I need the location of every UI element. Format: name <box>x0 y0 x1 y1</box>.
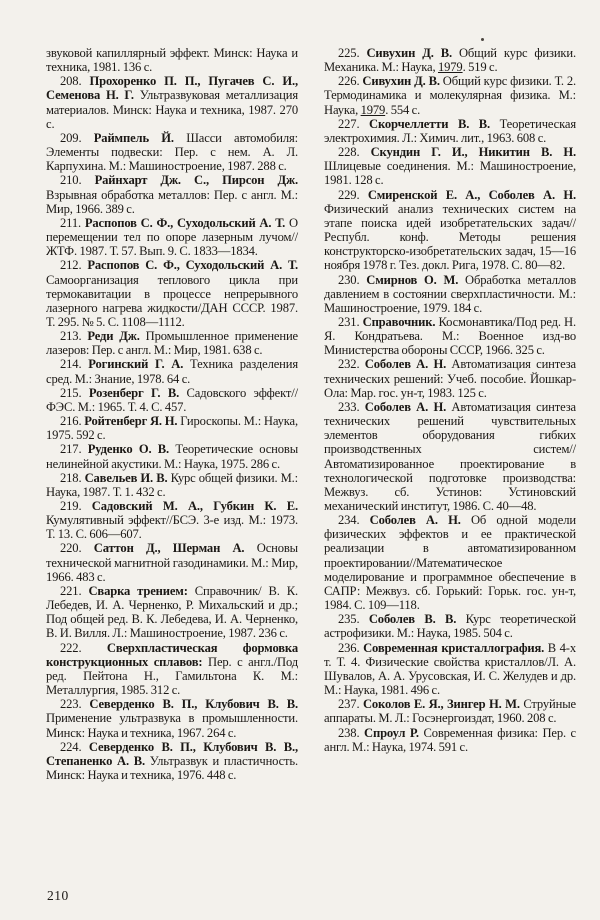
bib-entry-text: Применение ультразвука в промышленности. Минск: Наука и техника, 1967. 264 с. <box>46 711 298 740</box>
bib-entry-text: 238. <box>338 725 365 740</box>
bib-entry-text: Основы технической магнитной газодинамики. М.: Мир, 1966. 483 с. <box>46 541 298 584</box>
bib-entry-text: Автоматизация синтеза технических решений чувствительных элементов оборудования гибких производственных систем//Автоматизированное проектирование в технологической подготовке производства: Межвуз. сб. Устинов: Устиновский механический институт, 1986. С. 40—48. <box>324 399 576 513</box>
bib-entry-lead: Саттон Д., Шерман А. <box>93 541 245 556</box>
bib-entry-text: 237. <box>338 697 363 712</box>
bib-entry <box>324 188 576 273</box>
bib-entry <box>324 697 576 725</box>
bib-entry <box>46 216 298 258</box>
bib-entry-text: 218. <box>60 470 85 485</box>
bib-entry-text: 234. <box>338 513 370 528</box>
bib-entry <box>324 357 576 399</box>
bib-entry-lead: Справочник. <box>362 314 436 329</box>
bib-entry-text: Теоретическая электрохимия. Л.: Химич. лит., 1963. 608 с. <box>324 116 576 145</box>
scan-artifact-dot <box>481 38 484 41</box>
bib-entry-text: 208. <box>60 74 90 89</box>
bib-entry <box>46 471 298 499</box>
bibliography-columns <box>46 46 576 782</box>
bib-entry-underlined: 1979 <box>360 102 386 117</box>
bib-entry-text: Гироскопы. М.: Наука, 1975. 592 с. <box>46 414 298 443</box>
bib-entry <box>46 697 298 739</box>
bib-entry <box>324 46 576 74</box>
bib-entry <box>46 74 298 131</box>
bib-entry-text: 231. <box>338 314 363 329</box>
bib-entry-lead: Сивухин Д. В. <box>362 74 440 89</box>
bib-entry <box>324 612 576 640</box>
bib-entry-text: . 519 с. <box>462 60 498 75</box>
bib-entry-lead: Распопов С. Ф., Суходольский А. Т. <box>87 258 298 273</box>
bib-entry-text: Общий курс физики. Т. 2. Термодинамика и молекулярная физика. М.: Наука, <box>324 74 576 117</box>
right-column <box>324 46 576 782</box>
bib-entry-lead: Соболев В. В. <box>368 612 457 627</box>
bib-entry <box>46 173 298 215</box>
bib-entry <box>324 145 576 187</box>
bib-entry-text: 225. <box>338 46 367 60</box>
bib-entry <box>46 499 298 541</box>
bib-entry-text: 224. <box>60 739 89 754</box>
bib-entry-text: Физический анализ технических систем на этапе поиска идей изобретательских задач//Республ. конф. Методы решения конструкторско-изобретательских задач, 15—16 ноября 1978 г. Тез. докл. Рига, 1978. С. 80—82. <box>324 201 576 273</box>
bib-entry-text: 235. <box>338 612 369 627</box>
bib-entry-lead: Руденко О. В. <box>87 442 170 457</box>
bib-entry-lead: Сивухин Д. В. <box>366 46 452 60</box>
bib-entry-text: 209. <box>60 130 94 145</box>
bib-entry-text: Курс теоретической астрофизики. М.: Наука, 1985. 504 с. <box>324 612 576 641</box>
bib-entry-text: Современная физика: Пер. с англ. М.: Наука, 1974. 591 с. <box>324 725 576 754</box>
bib-entry-text: 221. <box>60 583 89 598</box>
bib-entry <box>46 740 298 782</box>
bib-entry-lead: Рогинский Г. А. <box>88 357 184 372</box>
bib-entry-text: 211. <box>60 215 85 230</box>
bib-entry-text: Самоорганизация теплового цикла при термокавитации в процессе непрерывного лазерного нагрева жидкости/ДАН СССР. 1987. Т. 295. № 5. С. 1108—1112. <box>46 272 298 329</box>
bib-entry-text: Шлицевые соединения. М.: Машиностроение, 1981. 128 с. <box>324 159 576 188</box>
bib-entry-text: О перемещении тел по опоре лазерным лучом//ЖТФ. 1987. Т. 57. Вып. 9. С. 1833—1834. <box>46 215 298 259</box>
bib-entry <box>324 641 576 698</box>
page-number: 210 <box>47 888 69 903</box>
bib-entry-text: 232. <box>338 357 365 372</box>
bib-entry-lead: Прохоренко П. П., Пугачев С. И., Семенова Н. Г. <box>46 74 298 103</box>
bib-entry-text: Струйные аппараты. М. Л.: Госэнергоиздат, 1960. 208 с. <box>324 697 576 726</box>
bib-entry-lead: Сверхпластическая формовка конструкционных сплавов: <box>46 640 298 669</box>
bib-entry-text: В 4-х т. Т. 4. Физические свойства кристаллов/Л. А. Шувалов, А. А. Урусовская, И. С. Желудев и др. М.: Наука, 1981. 496 с. <box>324 640 576 698</box>
bib-entry-text: Ультразвуковая металлизация материалов. Минск: Наука и техника, 1987. 270 с. <box>46 88 298 131</box>
bib-entry-lead: Скорчеллетти В. В. <box>369 116 491 131</box>
bib-entry-lead: Соболев А. Н. <box>364 357 447 372</box>
bib-entry-text: Садовского эффект//ФЭС. М.: 1965. Т. 4. С. 457. <box>46 385 298 414</box>
bib-entry-text: Общий курс физики. Механика. М.: Наука, <box>324 46 576 75</box>
bib-entry-text: . 554 с. <box>385 102 421 117</box>
bib-entry <box>46 258 298 329</box>
bib-entry-lead: Розенберг Г. В. <box>88 385 180 400</box>
bib-entry-lead: Спроул Р. <box>364 725 419 740</box>
bib-entry <box>324 74 576 116</box>
bib-entry-text: 214. <box>60 357 89 372</box>
bib-entry-lead: Соколов Е. Я., Зингер Н. М. <box>362 697 520 712</box>
bib-entry-text: 220. <box>60 541 94 556</box>
bib-entry-lead: Раймпель Й. <box>93 130 174 145</box>
bib-entry-lead: Райнхарт Дж. С., Пирсон Дж. <box>94 173 298 188</box>
bib-entry <box>324 400 576 513</box>
bib-entry-lead: Современная кристаллография. <box>363 640 545 655</box>
bib-entry-text: 228. <box>338 145 371 160</box>
bib-entry-lead: Северденко В. П., Клубович В. В., Степаненко А. В. <box>46 739 298 768</box>
bib-entry <box>324 273 576 315</box>
bib-entry-text: Курс общей физики. М.: Наука, 1987. Т. 1. 432 с. <box>46 470 298 499</box>
bib-entry-lead: Распопов С. Ф., Суходольский А. Т. <box>84 215 286 230</box>
bib-entry-text: звуковой капиллярный эффект. Минск: Наука и техника, 1981. 136 с. <box>46 46 298 75</box>
bib-entry-lead: Скундин Г. И., Никитин В. Н. <box>370 145 576 160</box>
bib-entry-text: 216. <box>60 414 85 429</box>
bib-entry-lead: Реди Дж. <box>87 329 140 344</box>
bib-entry-lead: Садовский М. А., Губкин К. Е. <box>91 499 298 513</box>
bib-entry-text: 219. <box>60 499 92 513</box>
bib-entry-text: Взрывная обработка металлов: Пер. с англ. М.: Мир, 1966. 389 с. <box>46 187 298 216</box>
bib-entry-text: Обработка металлов давлением в состоянии сверхпластичности. М.: Машиностроение, 1979. 184 с. <box>324 272 576 315</box>
bib-entry-text: Промышленное применение лазеров: Пер. с англ. М.: Мир, 1981. 638 с. <box>46 329 298 358</box>
bib-entry-text: Об одной модели физических эффектов и ее практической реализации в автоматизированном проектировании//Математическое моделирование и программное обеспечение в САПР: Межвуз. сб. Горький: Горьк. гос. ун-т, 1984. С. 109—118. <box>324 513 576 613</box>
bib-entry <box>46 357 298 385</box>
bib-entry-text: Кумулятивный эффект//БСЭ. 3-е изд. М.: 1973. Т. 13. С. 606—607. <box>46 513 298 542</box>
bib-entry-text: Космонавтика/Под ред. Н. Я. Кондратьева. М.: Военное изд-во Министерства обороны СССР, 1966. 325 с. <box>324 314 576 358</box>
bib-entry <box>46 641 298 698</box>
bib-entry-lead: Смирнов О. М. <box>366 272 459 287</box>
bib-entry <box>46 541 298 583</box>
bib-entry-text: 233. <box>338 399 365 414</box>
bib-entry-text: Шасси автомобиля: Элементы подвески: Пер. с нем. А. Л. Карпухина. М.: Машиностроение, 1987. 288 с. <box>46 130 298 174</box>
bib-entry-text: 215. <box>60 385 89 400</box>
bib-entry-lead: Савельев И. В. <box>84 470 168 485</box>
bib-entry-text: 210. <box>60 173 95 188</box>
bib-entry-text: Пер. с англ./Под ред. Пейтона Н., Гамильтона К. М.: Металлургия, 1985. 312 с. <box>46 654 298 698</box>
bib-entry <box>324 726 576 754</box>
bib-entry-continuation <box>46 46 298 74</box>
bib-entry-lead: Северденко В. П., Клубович В. В. <box>89 697 298 712</box>
bib-entry-lead: Ройтенберг Я. Н. <box>84 414 178 429</box>
bib-entry-lead: Смиренской Е. А., Соболев А. Н. <box>367 187 576 202</box>
bib-entry <box>324 315 576 357</box>
bib-entry-text: 212. <box>60 258 88 273</box>
bib-entry-text: 236. <box>338 640 364 655</box>
bib-entry-lead: Соболев А. Н. <box>364 399 447 414</box>
bib-entry-text: 213. <box>60 329 88 344</box>
bib-entry-text: 217. <box>60 442 88 457</box>
bib-entry <box>46 442 298 470</box>
bib-entry-text: 222. <box>60 640 107 655</box>
bib-entry-text: Справочник/ В. К. Лебедев, И. А. Черненко, Р. Михальский и др.; Под общей ред. В. К. Лебедева, И. А. Черненко, В. И. Вилля. Л.: Машиностроение, 1987. 236 с. <box>46 583 298 641</box>
bib-entry-text: 229. <box>338 187 368 202</box>
bib-entry <box>46 131 298 173</box>
bib-entry-text: 226. <box>338 74 363 89</box>
bib-entry-lead: Сварка трением: <box>88 583 188 598</box>
bib-entry <box>46 584 298 641</box>
left-column <box>46 46 298 782</box>
bib-entry <box>46 329 298 357</box>
bib-entry-text: 227. <box>338 116 369 131</box>
bib-entry <box>46 414 298 442</box>
bib-entry-text: Техника разделения сред. М.: Знание, 1978. 64 с. <box>46 357 298 386</box>
bib-entry-lead: Соболев А. Н. <box>369 513 461 528</box>
bib-entry-text: Ультразвук и пластичность. Минск: Наука и техника, 1976. 448 с. <box>46 753 299 782</box>
bib-entry-text: Автоматизация синтеза технических решений: Учеб. пособие. Йошкар-Ола: Мар. гос. ун-т, 1983. 125 с. <box>324 357 576 400</box>
bib-entry-text: Теоретические основы нелинейной акустики. М.: Наука, 1975. 286 с. <box>46 442 299 471</box>
bib-entry-text: 230. <box>338 272 367 287</box>
bib-entry <box>46 386 298 414</box>
bib-entry <box>324 117 576 145</box>
bib-entry-text: 223. <box>60 697 90 712</box>
bib-entry-underlined: 1979 <box>437 60 463 75</box>
bib-entry <box>324 513 576 612</box>
